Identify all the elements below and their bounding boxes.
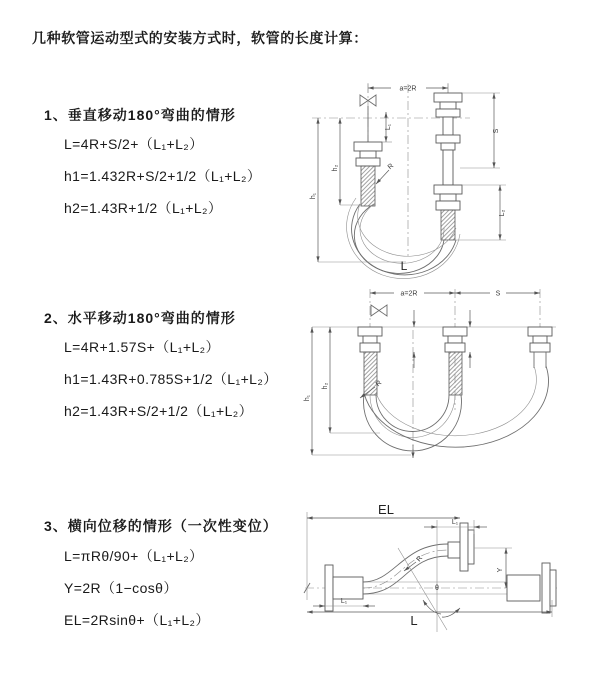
section3-formula-Y: Y=2R（1−cosθ）: [64, 580, 178, 596]
dimension-s-l2: [455, 93, 506, 240]
right-flange: [507, 563, 556, 613]
section2-formula-h2: h2=1.43R+S/2+1/2（L₁+L₂）: [64, 403, 254, 419]
dim-label-l1-top: L₁: [451, 519, 459, 526]
dimension-l1: [382, 112, 392, 142]
dim-label-r: R: [374, 379, 384, 389]
dimension-l1-bottom: [313, 598, 375, 606]
upper-right-flange: [448, 523, 474, 571]
right-fitting: [528, 327, 552, 368]
left-fitting: [354, 142, 382, 206]
dim-label-theta: θ: [435, 585, 439, 592]
dim-label-l-total: L: [400, 259, 408, 273]
page-title: 几种软管运动型式的安装方式时，软管的长度计算：: [32, 30, 368, 46]
section2-formula-L: L=4R+1.57S+（L₁+L₂）: [64, 339, 220, 355]
dim-label-a2r: a=2R: [400, 290, 418, 298]
angle-construction: [398, 520, 460, 632]
dim-label-l2: L₂: [499, 209, 506, 217]
diagram-horizontal-180-bend: [300, 283, 568, 475]
dim-label-h2: h₂: [332, 164, 339, 172]
section3-formula-L: L=πRθ/90+（L₁+L₂）: [64, 548, 204, 564]
dim-label-h1: h₁: [310, 192, 317, 200]
dimension-h1-h2: [304, 327, 411, 455]
section2-title: 2、水平移动180°弯曲的情形: [44, 310, 236, 326]
section3-formula-EL: EL=2Rsinθ+（L₁+L₂）: [64, 612, 210, 628]
dim-label-a2r: a=2R: [399, 85, 417, 93]
section1-title: 1、垂直移动180°弯曲的情形: [44, 107, 236, 123]
section1-formula-h1: h1=1.432R+S/2+1/2（L₁+L₂）: [64, 168, 262, 184]
dim-label-s: S: [495, 290, 501, 298]
dim-label-s: S: [493, 128, 500, 134]
dim-label-r: R: [386, 162, 396, 172]
dim-label-r: R: [415, 554, 425, 564]
dim-label-l: L: [410, 613, 418, 628]
right-fitting-stack: [434, 93, 462, 240]
dimension-h1-h2: [310, 118, 406, 262]
valve-icon: [371, 305, 387, 316]
diagram-lateral-displacement: [300, 500, 568, 658]
section1-formula-L: L=4R+S/2+（L₁+L₂）: [64, 136, 204, 152]
middle-fitting: [443, 327, 467, 395]
dim-label-l1-bottom: L₁: [340, 598, 348, 605]
diagram-vertical-180-bend: [295, 72, 570, 284]
section3-title: 3、横向位移的情形（一次性变位）: [44, 518, 278, 534]
section2-formula-h1: h1=1.43R+0.785S+1/2（L₁+L₂）: [64, 371, 278, 387]
dim-label-l1: L₁: [385, 123, 392, 131]
dim-label-h1: h₁: [304, 394, 311, 402]
section1-formula-h2: h2=1.43R+1/2（L₁+L₂）: [64, 200, 223, 216]
dim-label-y: Y: [497, 567, 504, 573]
dim-label-el: EL: [378, 502, 394, 517]
dimension-l1-top: [424, 519, 487, 534]
dim-label-h2: h₂: [322, 382, 329, 390]
